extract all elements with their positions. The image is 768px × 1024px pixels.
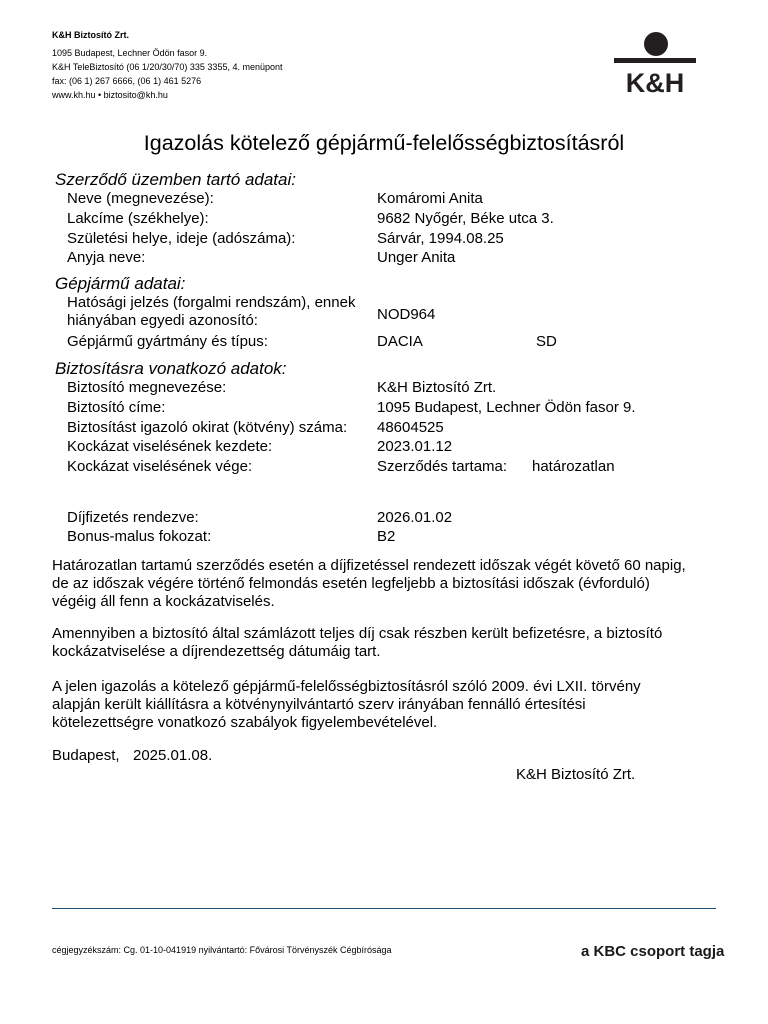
footer-registration: cégjegyzékszám: Cg. 01-10-041919 nyilvántartó: Fővárosi Törvényszék Cégbírósága [52,945,392,955]
operator-birth-label: Születési helye, ideje (adószáma): [67,230,296,247]
bonus-malus-value: B2 [377,528,396,545]
insurer-name-label: Biztosító megnevezése: [67,379,227,396]
plate-value: NOD964 [377,306,436,323]
operator-heading: Szerződő üzemben tartó adatai: [55,170,296,189]
paragraph-line: Határozatlan tartamú szerződés esetén a díjfizetéssel rendezett időszak végét követő 60 napig, [52,557,686,574]
paragraph-risk-coverage [52,557,716,611]
risk-start-label: Kockázat viselésének kezdete: [67,438,273,455]
kh-logo [612,30,698,96]
operator-name-label: Neve (megnevezése): [67,190,214,207]
footer-divider [52,908,716,909]
risk-end-label: Kockázat viselésének vége: [67,458,253,475]
risk-end-duration: határozatlan [532,458,615,475]
make-label: Gépjármű gyártmány és típus: [67,333,268,350]
paragraph-line: A jelen igazolás a kötelező gépjármű-felelősségbiztosításról szóló 2009. évi LXII. törvény [52,678,641,695]
policy-number-value: 48604525 [377,419,444,436]
insurer-address-label: Biztosító címe: [67,399,166,416]
operator-birth-value: Sárvár, 1994.08.25 [377,230,504,247]
logo-text: K&H [625,68,685,96]
company-address: 1095 Budapest, Lechner Ödön fasor 9. [52,48,208,58]
paragraph-line: kötelezettségre vonatkozó szabályok figyelembevételével. [52,714,438,731]
paragraph-line: végéig áll fenn a kockázatviselés. [52,593,275,610]
operator-address-value: 9682 Nyőgér, Béke utca 3. [377,210,554,227]
operator-address-label: Lakcíme (székhelye): [67,210,209,227]
paragraph-line: kockázatviselése a díjrendezettség dátumáig tart. [52,643,381,660]
type-value: SD [536,333,557,350]
document-title: Igazolás kötelező gépjármű-felelősségbiztosításról [143,131,625,155]
operator-mother-label: Anyja neve: [67,249,146,266]
insurance-heading: Biztosításra vonatkozó adatok: [55,359,287,378]
closing-date: 2025.01.08. [133,747,213,764]
paragraph-line: alapján került kiállításra a kötvénynyilvántartó szerv irányában fennálló értesítési [52,696,586,713]
plate-label-line2: hiányában egyedi azonosító: [67,312,258,329]
insurer-address-value: 1095 Budapest, Lechner Ödön fasor 9. [377,399,636,416]
paragraph-legal-basis [52,678,716,732]
risk-start-value: 2023.01.12 [377,438,453,455]
operator-name-value: Komáromi Anita [377,190,483,207]
policy-number-label: Biztosítást igazoló okirat (kötvény) száma: [67,419,348,436]
paragraph-line: Amennyiben a biztosító által számlázott teljes díj csak részben került befizetésre, a biztosító [52,625,663,642]
operator-mother-value: Unger Anita [377,249,456,266]
closing-place: Budapest, [52,747,120,764]
paragraph-partial-payment [52,625,716,661]
paragraph-line: de az időszak végére történő felmondás esetén legfeljebb a biztosítási időszak (évforduló) [52,575,650,592]
make-value: DACIA [377,333,423,350]
plate-label-line1: Hatósági jelzés (forgalmi rendszám), ennek [67,294,356,311]
premium-paid-value: 2026.01.02 [377,509,453,526]
company-name: K&H Biztosító Zrt. [52,30,129,40]
vehicle-heading: Gépjármű adatai: [55,274,186,293]
risk-end-value: Szerződés tartama: [377,458,508,475]
insurer-name-value: K&H Biztosító Zrt. [377,379,497,396]
kbc-group-tagline: a KBC csoport tagja [581,943,725,960]
premium-paid-label: Díjfizetés rendezve: [67,509,199,526]
company-fax: fax: (06 1) 267 6666, (06 1) 461 5276 [52,76,202,86]
signature: K&H Biztosító Zrt. [516,766,636,783]
company-phone: K&H TeleBiztosító (06 1/20/30/70) 335 3355, 4. menüpont [52,62,283,72]
company-web: www.kh.hu • biztosito@kh.hu [52,90,168,100]
bonus-malus-label: Bonus-malus fokozat: [67,528,212,545]
